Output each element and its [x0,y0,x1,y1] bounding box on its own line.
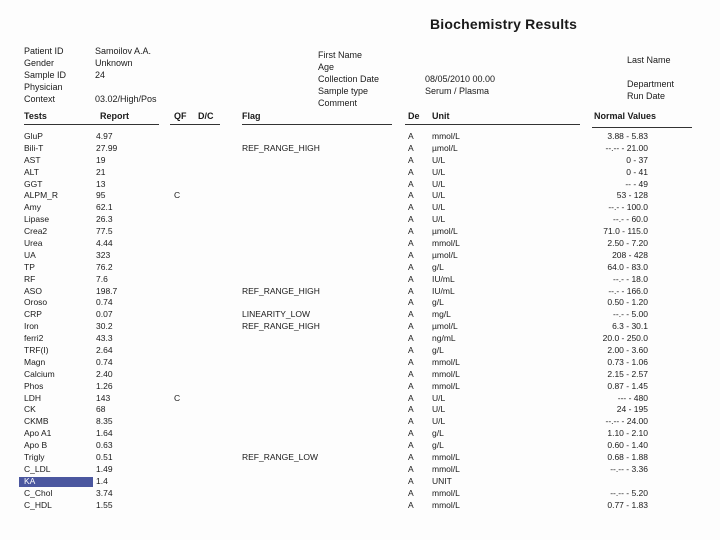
report-value: 198.7 [96,285,118,296]
normal-range: 6.3 - 30.1 [612,321,648,332]
table-row [0,131,720,143]
table-row [0,155,720,167]
report-value: 21 [96,166,106,177]
label-sample-type: Sample type [318,86,369,96]
test-name: ASO [24,285,42,296]
unit: g/L [432,440,444,451]
label-spacer [627,66,674,78]
normal-range: 0 - 37 [626,154,648,165]
value-age [425,61,495,73]
report-value: 43.3 [96,333,113,344]
unit: U/L [432,166,446,177]
de-code: A [408,368,414,379]
value-physician [95,81,157,93]
range-flag: LINEARITY_LOW [242,309,311,320]
de-code: A [408,475,414,486]
unit: g/L [432,345,444,356]
patient-labels [24,45,66,105]
value-gender: Unknown [95,58,133,68]
report-value: 1.26 [96,380,113,391]
report-value: 143 [96,392,111,403]
de-code: A [408,356,414,367]
table-row [0,274,720,286]
normal-range: --.-- - 5.20 [610,487,648,498]
report-value: 4.44 [96,238,113,249]
normal-range: 71.0 - 115.0 [603,226,648,237]
report-value: 26.3 [96,214,113,225]
normal-range: --.-- - 24.00 [605,416,648,427]
unit: U/L [432,190,446,201]
patient-values [95,45,157,105]
report-value: 2.40 [96,368,113,379]
test-name: Trigly [24,452,45,463]
table-row [0,428,720,440]
unit: U/L [432,214,446,225]
unit: IU/mL [432,285,455,296]
test-name: ALPM_R [24,190,59,201]
label-context: Context [24,94,56,104]
table-row [0,286,720,298]
normal-range: 0.73 - 1.06 [607,356,648,367]
normal-range: 0.87 - 1.45 [607,380,648,391]
report-value: 62.1 [96,202,113,213]
sample-labels [318,49,379,109]
report-value: 0.63 [96,440,113,451]
normal-range: --.- - 18.0 [613,273,648,284]
label-age: Age [318,62,335,72]
unit: µmol/L [432,226,458,237]
table-row [0,488,720,500]
test-name: C_Chol [24,487,53,498]
de-code: A [408,131,414,141]
table-row [0,476,720,488]
value-first-name [425,49,495,61]
normal-range: 2.50 - 7.20 [607,238,648,249]
report-title: Biochemistry Results [430,16,578,32]
de-code: A [408,333,414,344]
table-row [0,309,720,321]
table-row [0,167,720,179]
report-value: 3.74 [96,487,113,498]
value-sample-type: Serum / Plasma [425,86,490,96]
normal-range: 0.77 - 1.83 [607,499,648,510]
col-qf: QF [174,111,187,121]
qf-flag: C [174,392,181,403]
report-value: 77.5 [96,226,113,237]
unit: mmol/L [432,463,460,474]
report-value: 0.74 [96,297,113,308]
test-name: Apo A1 [24,428,52,439]
unit: U/L [432,154,446,165]
test-name: Amy [24,202,41,213]
unit: U/L [432,202,446,213]
range-flag: REF_RANGE_LOW [242,452,319,463]
de-code: A [408,463,414,474]
col-report: Report [100,111,129,121]
value-context: 03.02/High/Pos [95,94,157,104]
normal-range: 20.0 - 250.0 [602,333,648,344]
unit: U/L [432,404,446,415]
test-name: AST [24,154,41,165]
label-department: Department [627,79,675,89]
normal-range: 1.10 - 2.10 [607,428,648,439]
de-code: A [408,190,414,201]
col-normal: Normal Values [594,111,657,121]
table-row [0,381,720,393]
unit: mmol/L [432,238,460,249]
de-code: A [408,166,414,177]
test-name: Oroso [24,297,48,308]
table-row [0,369,720,381]
report-value: 27.99 [96,142,118,153]
results-table [0,131,720,512]
unit: UNIT [432,475,452,486]
normal-range: 0.50 - 1.20 [607,297,648,308]
unit: g/L [432,297,444,308]
test-name: Magn [24,356,46,367]
test-name: LDH [24,392,42,403]
normal-range: 0.60 - 1.40 [607,440,648,451]
normal-range: --.- - 166.0 [608,285,648,296]
table-row [0,297,720,309]
test-name: CKMB [24,416,49,427]
normal-range: -- - 49 [625,178,648,189]
report-value: 0.74 [96,356,113,367]
table-row [0,357,720,369]
header-rule-normal [592,127,692,128]
table-row [0,202,720,214]
label-gender: Gender [24,58,55,68]
table-row [0,238,720,250]
normal-range: 64.0 - 83.0 [607,261,648,272]
table-row [0,440,720,452]
test-name: CK [24,404,36,415]
test-name: Apo B [24,440,48,451]
table-row [0,143,720,155]
normal-range: --.- - 60.0 [613,214,648,225]
report-value: 1.64 [96,428,113,439]
report-value: 30.2 [96,321,113,332]
de-code: A [408,142,414,153]
test-name: Phos [24,380,44,391]
normal-range: 3.88 - 5.83 [607,131,648,141]
normal-range: 0 - 41 [626,166,648,177]
col-tests: Tests [24,111,47,121]
header-rule-qf [170,124,220,125]
de-code: A [408,309,414,320]
de-code: A [408,392,414,403]
range-flag: REF_RANGE_HIGH [242,142,320,153]
table-row [0,452,720,464]
unit: mmol/L [432,131,460,141]
unit: µmol/L [432,321,458,332]
value-sample-id: 24 [95,70,106,80]
report-value: 323 [96,249,111,260]
de-code: A [408,440,414,451]
unit: mmol/L [432,368,460,379]
test-name: Crea2 [24,226,48,237]
normal-range: --.-- - 21.00 [605,142,648,153]
report-value: 8.35 [96,416,113,427]
de-code: A [408,297,414,308]
table-row [0,250,720,262]
table-row [0,393,720,405]
unit: mmol/L [432,499,460,510]
de-code: A [408,487,414,498]
de-code: A [408,202,414,213]
unit: µmol/L [432,142,458,153]
test-name: ALT [24,166,39,177]
unit: mg/L [432,309,451,320]
range-flag: REF_RANGE_HIGH [242,321,320,332]
report-value: 1.55 [96,499,113,510]
report-value: 0.51 [96,452,113,463]
de-code: A [408,249,414,260]
de-code: A [408,321,414,332]
normal-range: 24 - 195 [616,404,648,415]
label-patient-id: Patient ID [24,46,64,56]
test-name: Calcium [24,368,55,379]
dept-labels [627,54,674,102]
normal-range: 2.15 - 2.57 [607,368,648,379]
table-row [0,500,720,512]
qf-flag: C [174,190,181,201]
test-name: KA [24,475,36,486]
test-name: CRP [24,309,42,320]
col-de: De [408,111,420,121]
normal-range: --.- - 100.0 [608,202,648,213]
label-physician: Physician [24,82,63,92]
de-code: A [408,178,414,189]
table-row [0,179,720,191]
test-name: TRF(I) [24,345,49,356]
unit: g/L [432,261,444,272]
de-code: A [408,452,414,463]
report-value: 4.97 [96,131,113,141]
report-value: 68 [96,404,106,415]
unit: mmol/L [432,452,460,463]
normal-range: 208 - 428 [612,249,648,260]
label-first-name: First Name [318,50,363,60]
label-run-date: Run Date [627,91,666,101]
normal-range: --.- - 5.00 [613,309,648,320]
label-sample-id: Sample ID [24,70,67,80]
table-row [0,321,720,333]
unit: µmol/L [432,249,458,260]
test-name: RF [24,273,36,284]
report-value: 19 [96,154,106,165]
de-code: A [408,345,414,356]
test-name: Iron [24,321,39,332]
report-value: 13 [96,178,106,189]
report-value: 76.2 [96,261,113,272]
test-name: Bili-T [24,142,44,153]
unit: mmol/L [432,380,460,391]
de-code: A [408,285,414,296]
label-comment: Comment [318,98,358,108]
col-unit: Unit [432,111,450,121]
de-code: A [408,404,414,415]
value-comment [425,97,495,109]
label-last-name: Last Name [627,55,671,65]
value-patient-id: Samoilov A.A. [95,46,152,56]
report-value: 2.64 [96,345,113,356]
col-dc: D/C [198,111,214,121]
sample-values [425,49,495,109]
de-code: A [408,428,414,439]
test-name: Urea [24,238,43,249]
table-row [0,464,720,476]
de-code: A [408,499,414,510]
de-code: A [408,261,414,272]
test-name: GluP [24,131,43,141]
value-collection-date: 08/05/2010 00.00 [425,74,496,84]
unit: g/L [432,428,444,439]
unit: U/L [432,416,446,427]
table-row [0,333,720,345]
test-name: UA [24,249,36,260]
de-code: A [408,273,414,284]
de-code: A [408,214,414,225]
test-name: ferri2 [24,333,44,344]
unit: mmol/L [432,356,460,367]
report-value: 1.49 [96,463,113,474]
de-code: A [408,226,414,237]
test-name: C_HDL [24,499,52,510]
label-collection-date: Collection Date [318,74,380,84]
header-rule-flag [242,124,392,125]
report-value: 0.07 [96,309,113,320]
col-flag: Flag [242,111,261,121]
unit: mmol/L [432,487,460,498]
test-name: TP [24,261,35,272]
normal-range: 53 - 128 [616,190,648,201]
table-row [0,214,720,226]
table-row [0,262,720,274]
report-value: 95 [96,190,106,201]
de-code: A [408,416,414,427]
de-code: A [408,380,414,391]
unit: ng/mL [432,333,456,344]
table-row [0,416,720,428]
table-row [0,226,720,238]
normal-range: 2.00 - 3.60 [607,345,648,356]
header-rule-unit [405,124,580,125]
de-code: A [408,238,414,249]
normal-range: --.-- - 3.36 [610,463,648,474]
table-row [0,345,720,357]
unit: U/L [432,392,446,403]
table-row [0,404,720,416]
header-rule-left [24,124,159,125]
normal-range: --- - 480 [617,392,648,403]
range-flag: REF_RANGE_HIGH [242,285,320,296]
unit: U/L [432,178,446,189]
report-value: 1.4 [96,475,108,486]
report-value: 7.6 [96,273,108,284]
unit: IU/mL [432,273,455,284]
test-name: C_LDL [24,463,51,474]
test-name: Lipase [24,214,50,225]
table-row [0,190,720,202]
de-code: A [408,154,414,165]
test-name: GGT [24,178,43,189]
normal-range: 0.68 - 1.88 [607,452,648,463]
